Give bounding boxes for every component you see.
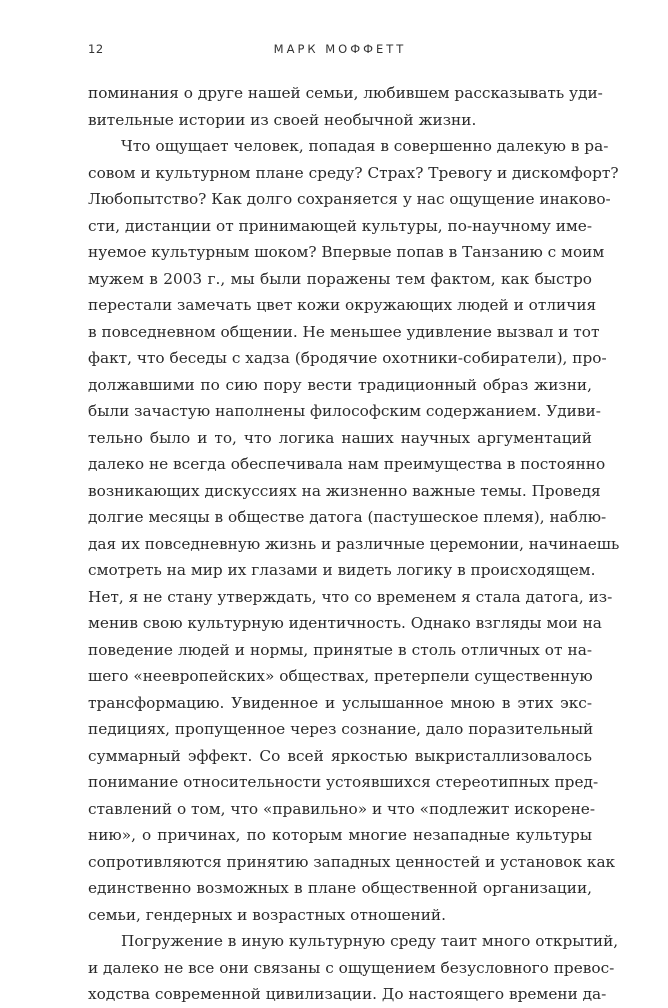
text-line: мужем в 2003 г., мы были поражены тем фактом, как быстро (88, 269, 592, 288)
text-line: сопротивляются принятию западных ценностей и установок как (88, 852, 616, 871)
text-line: должавшими по сию пору вести традиционный образ жизни, (88, 375, 592, 394)
text-line: тельно было и то, что логика наших научных аргументаций (88, 428, 592, 447)
text-line: ставлений о том, что «правильно» и что «подлежит искорене- (88, 799, 595, 818)
text-line: понимание относительности устоявшихся стереотипных пред- (88, 773, 599, 791)
text-line: Что ощущает человек, попадая в совершенно далекую в ра- (121, 137, 609, 155)
text-line: Нет, я не стану утверждать, что со временем я стала датога, из- (88, 587, 613, 606)
text-line: факт, что беседы с хадза (бродячие охотники-собиратели), про- (88, 349, 607, 367)
text-line: поведение людей и нормы, принятые в столь отличных от на- (88, 640, 592, 659)
text-line: единственно возможных в плане общественной организации, (88, 879, 592, 897)
text-line: перестали замечать цвет кожи окружающих людей и отличия (88, 296, 597, 314)
text-line: смотреть на мир их глазами и видеть логику в происходящем. (88, 561, 596, 579)
text-line: вительные истории из своей необычной жизни. (88, 110, 477, 129)
text-line: семьи, гендерных и возрастных отношений. (88, 905, 446, 924)
text-line: дая их повседневную жизнь и различные церемонии, начинаешь (88, 534, 620, 553)
text-line: ходства современной цивилизации. До настоящего времени да- (88, 985, 607, 1003)
page-header (88, 42, 592, 62)
text-line: совом и культурном плане среду? Страх? Тревогу и дискомфорт? (88, 163, 619, 182)
text-line: сти, дистанции от принимающей культуры, по-научному име- (88, 216, 593, 235)
text-line: поминания о друге нашей семьи, любившем рассказывать уди- (88, 84, 603, 102)
page-number: 12 (88, 42, 104, 56)
text-line: возникающих дискуссиях на жизненно важные темы. Проведя (88, 481, 601, 500)
text-line: Погружение в иную культурную среду таит много открытий, (121, 932, 619, 950)
text-line: трансформацию. Увиденное и услышанное мною в этих экс- (88, 693, 592, 712)
text-line: педициях, пропущенное через сознание, дало поразительный (88, 720, 594, 738)
text-line: нуемое культурным шоком? Впервые попав в Танзанию с моим (88, 243, 605, 261)
running-head-author: МАРК МОФФЕТТ (273, 42, 407, 56)
text-line: суммарный эффект. Со всей яркостью выкристаллизовалось (88, 746, 592, 765)
text-line: долгие месяцы в обществе датога (пастушеское племя), наблю- (88, 508, 607, 526)
text-line: в повседневном общении. Не меньшее удивление вызвал и тот (88, 322, 600, 341)
text-line: менив свою культурную идентичность. Однако взгляды мои на (88, 614, 602, 632)
text-line: Любопытство? Как долго сохраняется у нас ощущение инаково- (88, 190, 611, 208)
text-line: далеко не всегда обеспечивала нам преимущества в постоянно (88, 455, 606, 473)
text-line: и далеко не все они связаны с ощущением безусловного превос- (88, 958, 615, 977)
text-line: шего «неевропейских» обществах, претерпели существенную (88, 667, 593, 685)
text-line: были зачастую наполнены философским содержанием. Удиви- (88, 402, 601, 420)
body-text (88, 80, 620, 1008)
text-line: нию», о причинах, по которым многие незападные культуры (88, 826, 592, 844)
